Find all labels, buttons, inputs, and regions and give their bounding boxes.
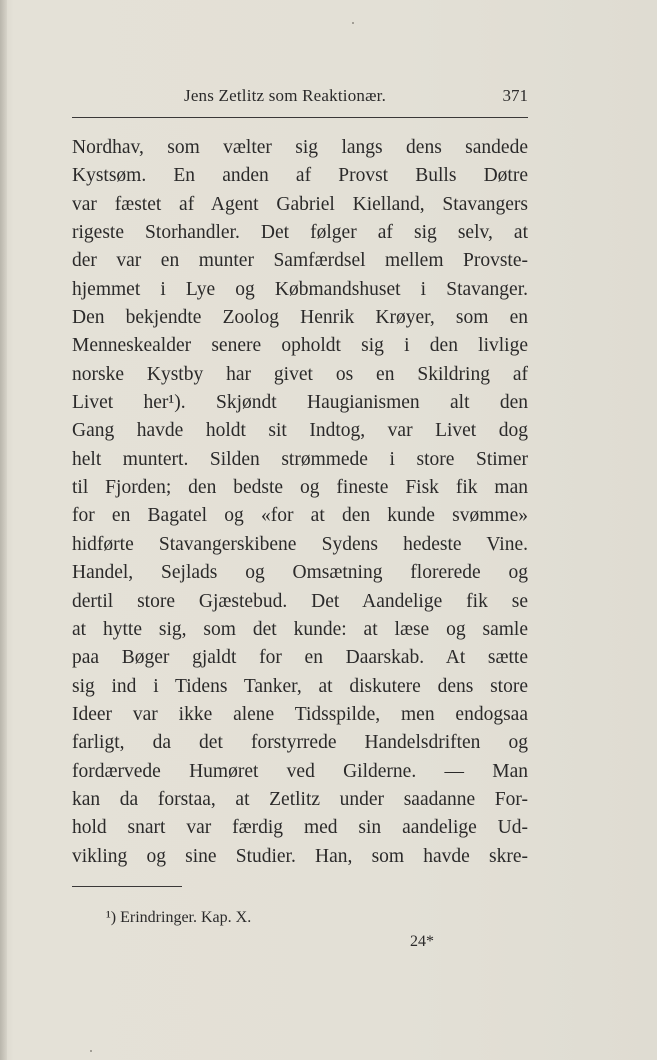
- text-line: Den bekjendte Zoolog Henrik Krøyer, som en: [72, 307, 528, 329]
- text-line: kan da forstaa, at Zetlitz under saadanne For-: [72, 788, 528, 810]
- text-line: for en Bagatel og «for at den kunde svømme»: [72, 505, 528, 527]
- footnote-rule: [72, 886, 182, 887]
- text-line: dertil store Gjæstebud. Det Aandelige fik se: [72, 590, 528, 612]
- paper-speck: [90, 1050, 92, 1052]
- page-number: 371: [502, 86, 528, 105]
- text-line: var fæstet af Agent Gabriel Kielland, Stavangers: [72, 193, 528, 215]
- text-line: sig ind i Tidens Tanker, at diskutere dens store: [72, 675, 528, 697]
- footnote: ¹) Erindringer. Kap. X.: [106, 909, 252, 926]
- page-header: [72, 86, 528, 112]
- text-line: fordærvede Humøret ved Gilderne. — Man: [72, 760, 528, 782]
- text-line: der var en munter Samfærdsel mellem Provste-: [72, 250, 528, 272]
- text-line: hjemmet i Lye og Købmandshuset i Stavanger.: [72, 278, 528, 300]
- text-line: Gang havde holdt sit Indtog, var Livet dog: [72, 420, 528, 442]
- running-title: Jens Zetlitz som Reaktionær.: [184, 86, 387, 105]
- text-line: vikling og sine Studier. Han, som havde skre-: [72, 845, 528, 867]
- text-line: Kystsøm. En anden af Provst Bulls Døtre: [72, 165, 528, 187]
- text-line: Livet her¹). Skjøndt Haugianismen alt den: [72, 392, 528, 414]
- text-line: Handel, Sejlads og Omsætning florerede og: [72, 562, 528, 584]
- text-line: hold snart var færdig med sin aandelige Ud-: [72, 817, 528, 839]
- text-line: Menneskealder senere opholdt sig i den livlige: [72, 335, 528, 357]
- signature-mark: 24*: [410, 933, 434, 950]
- text-line: til Fjorden; den bedste og fineste Fisk fik man: [72, 477, 528, 499]
- text-line: paa Bøger gjaldt for en Daarskab. At sætte: [72, 647, 528, 669]
- body-text: [72, 134, 528, 871]
- text-line: helt muntert. Silden strømmede i store Stimer: [72, 448, 528, 470]
- text-line: rigeste Storhandler. Det følger af sig selv, at: [72, 222, 528, 244]
- text-line: at hytte sig, som det kunde: at læse og samle: [72, 618, 528, 640]
- text-line: hidførte Stavangerskibene Sydens hedeste Vine.: [72, 533, 528, 555]
- text-line: Ideer var ikke alene Tidsspilde, men endogsaa: [72, 703, 528, 725]
- page-binding-edge: [0, 0, 7, 1060]
- text-line: farligt, da det forstyrrede Handelsdriften og: [72, 732, 528, 754]
- header-rule: [72, 117, 528, 118]
- text-line: norske Kystby har givet os en Skildring af: [72, 363, 528, 385]
- paper-speck: [352, 22, 354, 24]
- text-line: Nordhav, som vælter sig langs dens sandede: [72, 137, 528, 158]
